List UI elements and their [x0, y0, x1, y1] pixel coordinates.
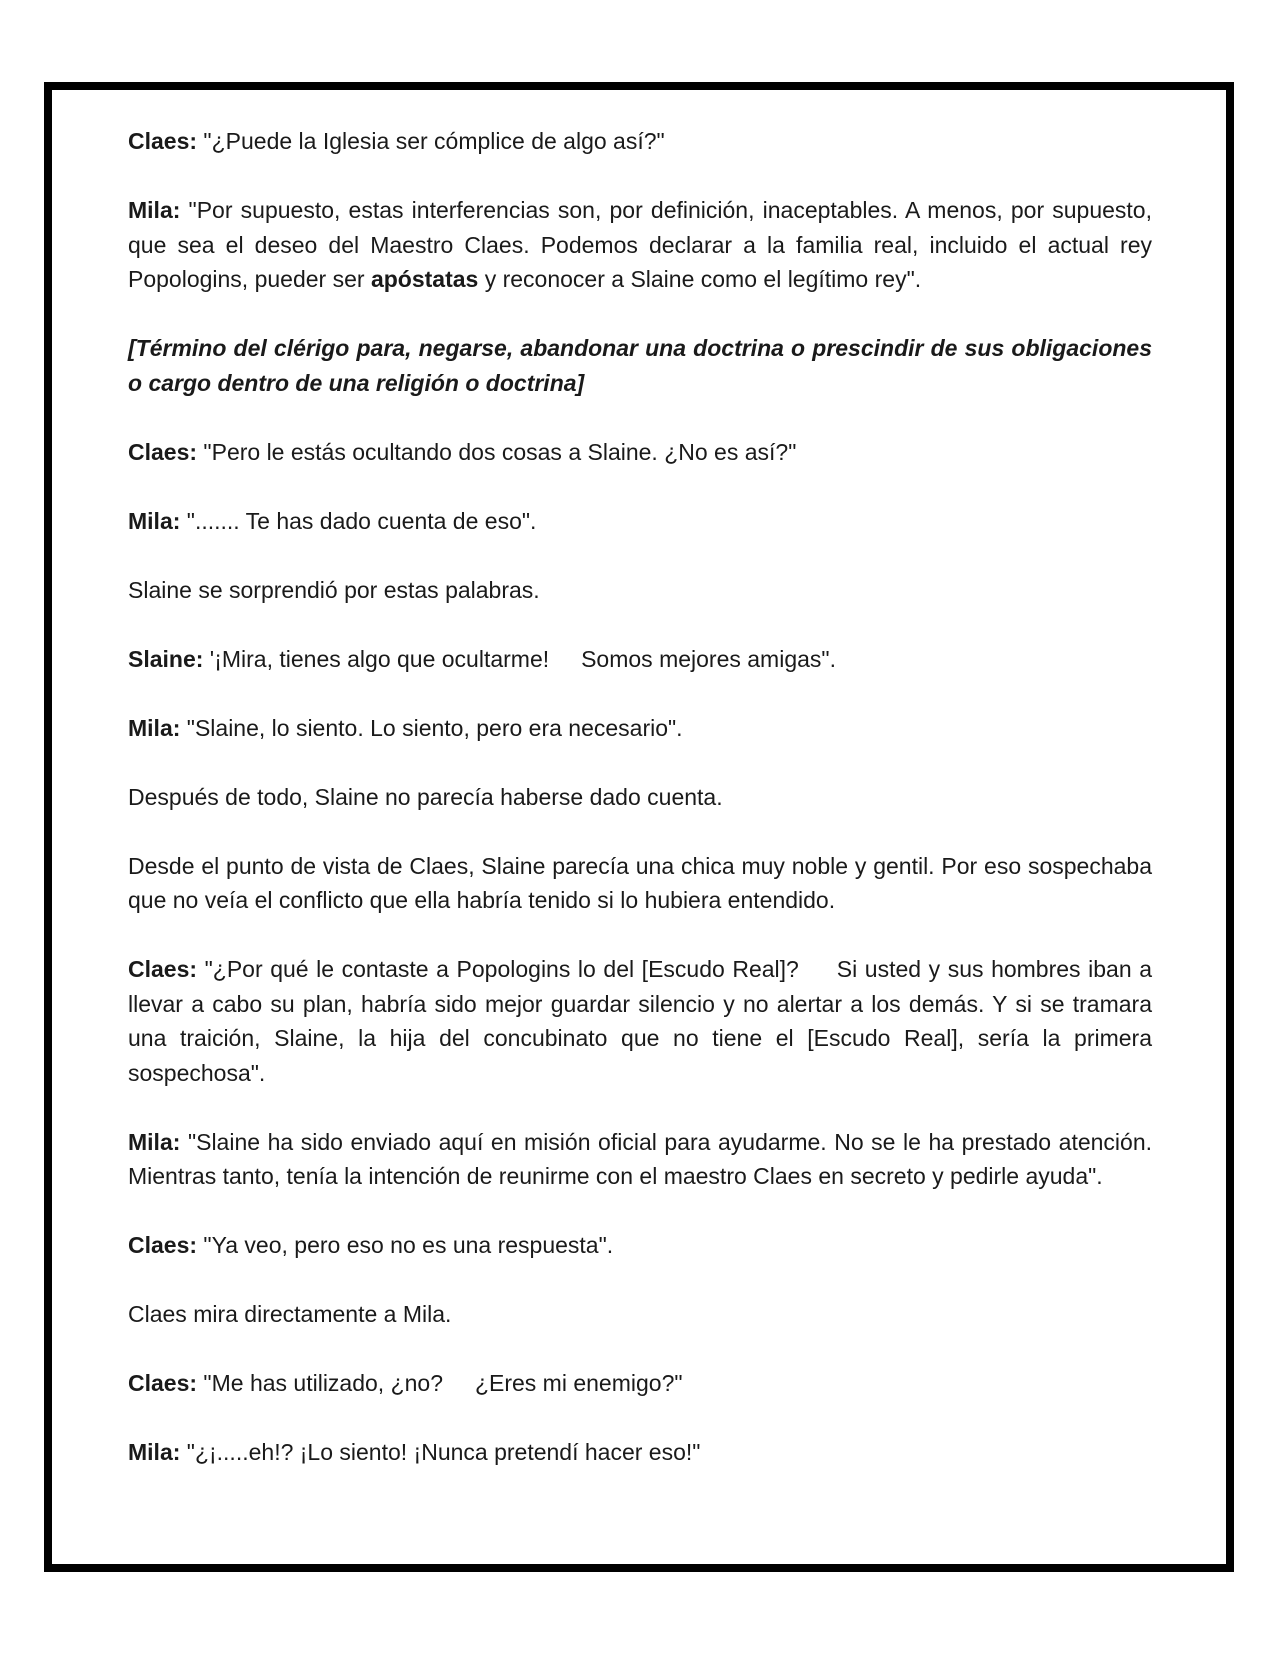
- narration-paragraph: Desde el punto de vista de Claes, Slaine parecía una chica muy noble y gentil. Por eso sospechaba que no veía el conflicto que ella habría tenido si lo hubiera entendido.: [128, 852, 1152, 913]
- paragraph-13: [128, 1228, 1152, 1263]
- emphasized-term: apóstatas: [370, 266, 479, 292]
- speaker-label: Mila:: [128, 714, 181, 741]
- dialogue-text-continued: y reconocer a Slaine como el legítimo rey".: [478, 266, 922, 292]
- paragraph-15: [128, 1366, 1152, 1401]
- speaker-label: Claes:: [128, 438, 198, 465]
- speaker-label: Slaine:: [128, 645, 204, 672]
- speaker-label: Mila:: [128, 1439, 181, 1465]
- paragraph-8: [128, 711, 1152, 746]
- paragraph-4: [128, 435, 1152, 470]
- dialogue-text: "¿Por qué le contaste a Popologins lo del [Escudo Real]? Si usted y sus hombres iban a llevar a cabo su plan, habría sido mejor guardar silencio y no alertar a los demás. Y si se tramara una traición, Slaine, la hija del concubinato que no tiene el [Escudo Real], sería la primera sospechosa".: [128, 956, 1159, 1086]
- speaker-label: Mila:: [128, 197, 181, 223]
- dialogue-text: "¿¡.....eh!? ¡Lo siento! ¡Nunca pretendí hacer eso!": [180, 1439, 701, 1465]
- speaker-label: Mila:: [128, 507, 181, 534]
- dialogue-text: "Por supuesto, estas interferencias son, por definición, inaceptables. A menos, por supuesto, que sea el deseo del Maestro Claes. Podemos declarar a la familia real, incluido el actual rey Popologins, pueder ser: [128, 197, 1152, 292]
- speaker-label: Claes:: [128, 1370, 198, 1396]
- paragraph-16: [128, 1435, 1152, 1470]
- dialogue-text: "Slaine, lo siento. Lo siento, pero era necesario".: [180, 714, 683, 741]
- paragraph-2: [128, 193, 1152, 297]
- dialogue-text: '¡Mira, tienes algo que ocultarme! Somos mejores amigas".: [203, 645, 836, 672]
- dialogue-text: "Ya veo, pero eso no es una respuesta".: [197, 1232, 614, 1258]
- paragraph-12: [128, 1125, 1152, 1194]
- paragraph-11: [128, 952, 1159, 1090]
- narration-paragraph: Claes mira directamente a Mila.: [128, 1301, 452, 1327]
- paragraph-5: [128, 504, 1152, 539]
- narration-paragraph: Después de todo, Slaine no parecía haberse dado cuenta.: [128, 783, 723, 810]
- document-body: [128, 124, 1159, 1470]
- dialogue-text: "....... Te has dado cuenta de eso".: [180, 507, 537, 534]
- dialogue-text: "¿Puede la Iglesia ser cómplice de algo así?": [197, 128, 665, 154]
- speaker-label: Claes:: [128, 1232, 198, 1258]
- dialogue-text: "Pero le estás ocultando dos cosas a Slaine. ¿No es así?": [197, 438, 797, 465]
- translator-note: [Término del clérigo para, negarse, abandonar una doctrina o prescindir de sus obligaciones o cargo dentro de una religión o doctrina]: [128, 335, 1152, 396]
- paragraph-1: [128, 124, 1152, 159]
- speaker-label: Claes:: [128, 956, 198, 982]
- speaker-label: Claes:: [128, 128, 198, 154]
- speaker-label: Mila:: [128, 1128, 181, 1155]
- dialogue-text: "Slaine ha sido enviado aquí en misión oficial para ayudarme. No se le ha prestado atención. Mientras tanto, tenía la intención de reunirme con el maestro Claes en secreto y pedirle ayuda".: [128, 1128, 1152, 1189]
- narration-paragraph: Slaine se sorprendió por estas palabras.: [128, 576, 540, 603]
- dialogue-text: "Me has utilizado, ¿no? ¿Eres mi enemigo?": [197, 1370, 683, 1396]
- paragraph-7: [128, 642, 1152, 677]
